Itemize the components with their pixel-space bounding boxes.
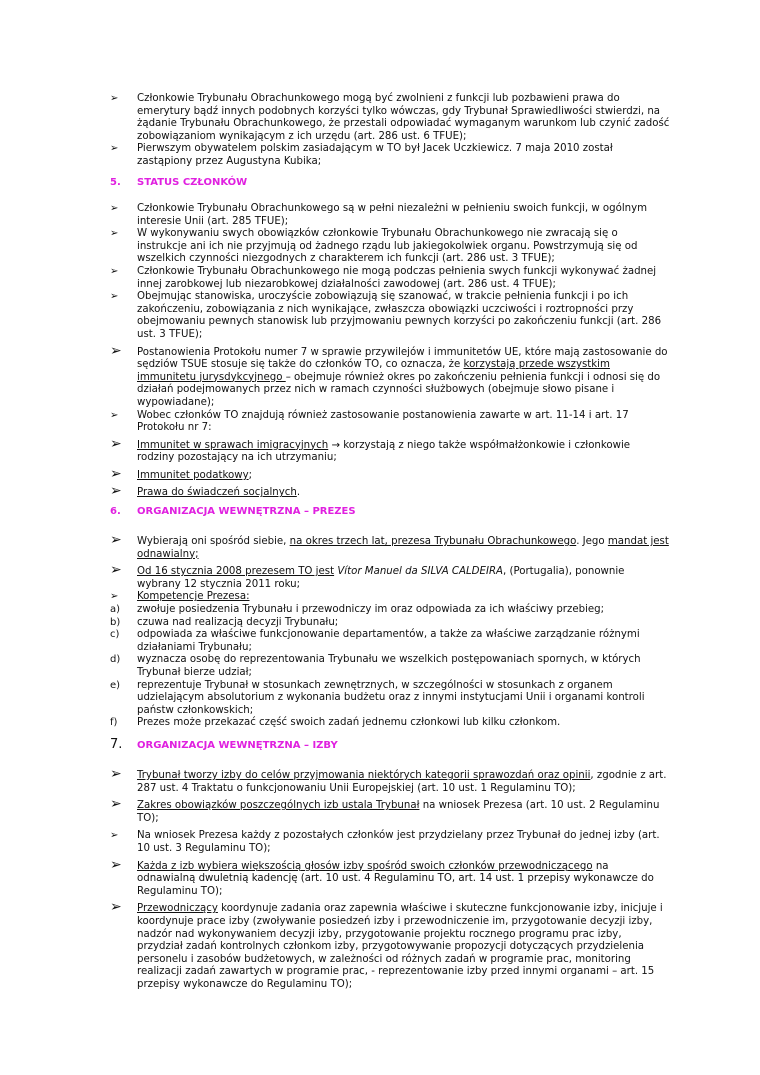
list-item: ➢ Od 16 stycznia 2008 prezesem TO jest Vítor Manuel da SILVA CALDEIRA, (Portugalia), ponownie wybrany 12 stycznia 2011 roku; [110,562,625,590]
arrow-bullet-icon: ➢ [110,435,122,452]
list-item: ➢ Zakres obowiązków poszczególnych izb ustala Trybunał na wniosek Prezesa (art. 10 ust. 2 Regulaminu TO); [110,796,660,824]
list-item: ➢ Na wniosek Prezesa każdy z pozostałych członków jest przydzielany przez Trybunał do jednej izby (art. 10 ust. 3 Regulaminu TO); [110,830,660,854]
list-item: ➢ Członkowie Trybunału Obrachunkowego są w pełni niezależni w pełnieniu swoich funkcji, w ogólnym interesie Unii (art. 285 TFUE); [110,203,648,227]
section-heading: 6. ORGANIZACJA WEWNĘTRZNA – PREZES [110,506,356,517]
list-item: ➢ Postanowienia Protokołu numer 7 w sprawie przywilejów i immunitetów UE, które mają zastosowanie do sędziów TSUE stosuje się także do członków TO, co oznacza, że korzystają przede wszystkim immunitetu jurysdykcyjnego – obejmuje również okres po zakończeniu pełnienia funkcji i odnosi się do działań podejmowanych przez nich w ramach czynności służbowych (obejmuje słowo pisane i wypowiadane); [110,342,668,408]
arrow-bullet-icon: ➢ [110,93,119,104]
list-item: a) zwołuje posiedzenia Trybunału i przewodniczy im oraz odpowiada za ich właściwy przebieg; [110,603,605,615]
section-6-list [110,532,670,730]
list-item: b) czuwa nad realizacją decyzji Trybunału; [110,616,339,628]
list-item: ➢ Każda z izb wybiera większością głosów izby spośród swoich członków przewodniczącego na odnawialną dwuletnią kadencję (art. 10 ust. 4 Regulaminu TO, art. 14 ust. 1 przepisy wykonawcze do Regulaminu TO); [110,856,654,897]
arrow-bullet-icon: ➢ [110,143,119,155]
arrow-bullet-icon: ➢ [110,830,119,842]
arrow-bullet-icon: ➢ [110,532,122,548]
arrow-bullet-icon: ➢ [110,203,119,214]
arrow-bullet-icon: ➢ [110,856,122,873]
arrow-bullet-icon: ➢ [110,465,122,482]
list-item: ➢ Wobec członków TO znajdują również zastosowanie postanowienia zawarte w art. 11-14 i art. 17 Protokołu nr 7: [110,409,629,434]
arrow-bullet-icon: ➢ [110,265,119,277]
list-item: ➢ W wykonywaniu swych obowiązków członkowie Trybunału Obrachunkowego nie zwracają się o instrukcje ani ich nie przyjmują od żadnego rządu lub jakiegokolwiek organu. Powstrzymują się od wszelkich czynności niezgodnych z charakterem ich funkcji (art. 286 ust. 3 TFUE); [110,228,638,265]
arrow-bullet-icon: ➢ [110,291,119,303]
list-item: ➢ Członkowie Trybunału Obrachunkowego nie mogą podczas pełnienia swych funkcji wykonywać żadnej innej zarobkowej lub niezarobkowej działalności zawodowej (art. 286 ust. 4 TFUE); [110,265,657,290]
list-item: d) wyznacza osobę do reprezentowania Trybunału we wszelkich postępowaniach spornych, w których Trybunał bierze udział; [110,654,641,678]
arrow-bullet-icon: ➢ [110,228,119,240]
list-item: ➢ Obejmując stanowiska, uroczyście zobowiązują się szanować, w trakcie pełnienia funkcji i po ich zakończeniu, zobowiązania z nich wynikające, zwłaszcza obowiązki uczciwości i roztropności przy obejmowaniu pewnych stanowisk lub przyjmowaniu pewnych korzyści po zakończeniu funkcji (art. 286 ust. 3 TFUE); [110,291,662,340]
list-item: c) odpowiada za właściwe funkcjonowanie departamentów, a także za właściwe zarządzanie różnymi działaniami Trybunału; [110,629,640,653]
list-item: ➢ Immunitet podatkowy; [110,465,253,482]
arrow-bullet-icon: ➢ [110,562,122,579]
arrow-bullet-icon: ➢ [110,409,119,421]
section-heading: 7. ORGANIZACJA WEWNĘTRZNA – IZBY [110,737,338,752]
list-item: ➢ Członkowie Trybunału Obrachunkowego mogą być zwolnieni z funkcji lub pozbawieni prawa do emerytury bądź innych podobnych korzyści tylko wówczas, gdy Trybunał Sprawiedliwości stwierdzi, na żądanie Trybunału Obrachunkowego, że przestali odpowiadać wymaganym warunkom lub czynić zadość zobowiązaniom wynikającym z ich urzędu (art. 286 ust. 6 TFUE); [110,93,670,142]
list-item: ➢ Prawa do świadczeń socjalnych. [110,483,301,500]
arrow-bullet-icon: ➢ [110,342,122,359]
list-item: ➢ Kompetencje Prezesa: [110,591,250,603]
list-item: e) reprezentuje Trybunał w stosunkach zewnętrznych, w szczególności w stosunkach z organem udzielającym absolutorium z wykonania budżetu oraz z innymi instytucjami Unii i organami kontroli państw członkowskich; [110,679,645,716]
list-item: ➢ Trybunał tworzy izby do celów przyjmowania niektórych kategorii sprawozdań oraz opinii, zgodnie z art. 287 ust. 4 Traktatu o funkcjonowaniu Unii Europejskiej (art. 10 ust. 1 Regulaminu TO); [110,766,667,794]
section-heading: 5. STATUS CZŁONKÓW [110,177,248,188]
list-item: ➢ Immunitet w sprawach imigracyjnych → korzystają z niego także współmałżonkowie i członkowie rodziny pozostający na ich utrzymaniu; [110,435,631,464]
list-item: ➢ Pierwszym obywatelem polskim zasiadającym w TO był Jacek Uczkiewicz. 7 maja 2010 został zastąpiony przez Augustyna Kubika; [110,143,613,167]
arrow-bullet-icon: ➢ [110,483,122,500]
arrow-bullet-icon: ➢ [110,766,122,782]
section-7-list [110,766,670,992]
section-4-continued [110,93,670,169]
arrow-bullet-icon: ➢ [110,591,119,603]
arrow-bullet-icon: ➢ [110,796,122,813]
section-5-list [110,203,670,500]
list-item: ➢ Przewodniczący koordynuje zadania oraz zapewnia właściwe i skuteczne funkcjonowanie izby, inicjuje i koordynuje prace izby (zwoływanie posiedzeń izby i przewodniczenie im, przygotowanie decyzji izby, nadzór nad wykonywaniem decyzji izby, przygotowanie projektu rocznego programu prac izby, przydział zadań kontrolnych członkom izby, przygotowywanie propozycji dotyczących przydzielenia personelu i zasobów budżetowych, w zależności od różnych zadań w programie prac, monitoring realizacji zadań zawartych w programie prac, - reprezentowanie izby przed innymi organami – art. 15 przepisy wykonawcze do Regulaminu TO); [110,899,663,990]
list-item: f) Prezes może przekazać część swoich zadań jednemu członkowi lub kilku członkom. [110,717,561,729]
arrow-bullet-icon: ➢ [110,899,122,916]
list-item: ➢ Wybierają oni spośród siebie, na okres trzech lat, prezesa Trybunału Obrachunkowego. Jego mandat jest odnawialny; [110,532,669,560]
